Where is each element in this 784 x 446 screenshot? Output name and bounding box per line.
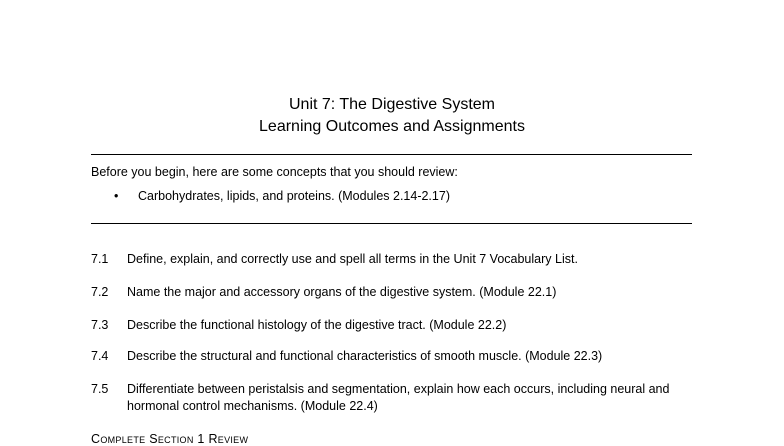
- outcome-text: Name the major and accessory organs of the digestive system. (Module 22.1): [127, 285, 557, 299]
- outcome-number: 7.1: [91, 252, 109, 266]
- outcome-text: Describe the functional histology of the digestive tract. (Module 22.2): [127, 318, 507, 332]
- learning-outcome-7-5: [91, 381, 701, 415]
- outcome-text: Differentiate between peristalsis and segmentation, explain how each occurs, including neural and hormonal control mechanisms. (Module 22.4): [127, 382, 670, 413]
- title-line-2: Learning Outcomes and Assignments: [259, 118, 525, 135]
- review-list-item: [114, 188, 450, 204]
- section-review-heading: Complete Section 1 Review: [91, 432, 249, 446]
- title-line-1: Unit 7: The Digestive System: [288, 96, 495, 113]
- bullet-icon: •: [114, 189, 119, 203]
- outcome-number: 7.3: [91, 318, 109, 332]
- review-intro: Before you begin, here are some concepts that you should review:: [91, 165, 458, 179]
- horizontal-rule-top: [91, 154, 692, 155]
- document-title: [0, 94, 784, 138]
- learning-outcome-7-3: [91, 317, 701, 334]
- horizontal-rule-bottom: [91, 223, 692, 224]
- outcome-number: 7.5: [91, 382, 109, 396]
- outcome-text: Describe the structural and functional characteristics of smooth muscle. (Module 22.3): [127, 349, 603, 363]
- outcome-number: 7.4: [91, 349, 109, 363]
- learning-outcome-7-1: [91, 251, 701, 268]
- outcome-number: 7.2: [91, 285, 109, 299]
- outcome-text: Define, explain, and correctly use and spell all terms in the Unit 7 Vocabulary List.: [127, 252, 578, 266]
- learning-outcome-7-4: [91, 348, 701, 365]
- learning-outcome-7-2: [91, 284, 701, 301]
- review-item-text: Carbohydrates, lipids, and proteins. (Modules 2.14-2.17): [138, 189, 450, 203]
